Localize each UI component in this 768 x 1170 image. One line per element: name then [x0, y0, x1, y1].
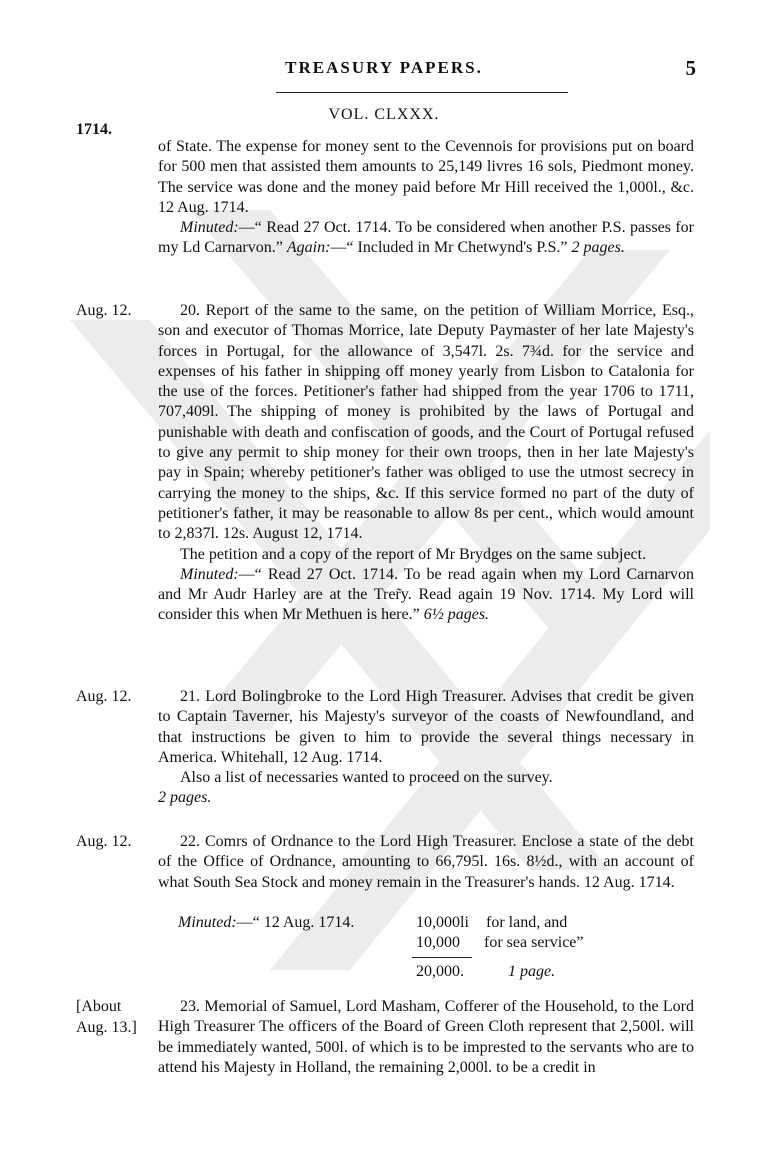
margin-date-21: Aug. 12. [76, 688, 132, 705]
entry-20 [158, 301, 694, 626]
entry-21-text: 21. Lord Bolingbroke to the Lord High Treasurer. Advises that credit be given to Captain Taverner, his Majesty's surveyor of the coasts of Newfoundland, and that instructions be given to him to provide the several things necessary in America. Whitehall, 12 Aug. 1714. [158, 688, 694, 766]
tally-text-2: for sea service” [484, 934, 584, 951]
entry-continuation [158, 137, 694, 259]
again-label: Again: [286, 239, 331, 257]
entry-22-minuted-line1 [178, 913, 638, 933]
entry-20-text: 20. Report of the same to the same, on the petition of William Morrice, Esq., son and executor of Thomas Morrice, late Deputy Paymaster of her late Majesty's forces in Portugal, for the allowance of 3,547l. 2s. 7¾d. for the service and expenses of his father in shipping off money yearly from Lisbon to Catalonia for the use of the forces. Petitioner's father had shipped from the year 1706 to 1711, 707,409l. The shipping of money is prohibited by the laws of Portugal and punishable with death and confiscation of goods, and the Court of Portugal refused to give any permit to ship money for their own troops, then in her late Majesty's pay in Spain; whereby petitioner's father was obliged to use the utmost secrecy in carrying the money to the ships, &c. If this service formed no part of the duty of petitioner's father, it may be reasonable to allow 8s per cent., which would amount to 2,837l. 12s. August 12, 1714. [158, 302, 694, 543]
tally-rule [412, 957, 472, 958]
page-number: 5 [685, 56, 696, 80]
entry-23 [158, 997, 694, 1078]
margin-year: 1714. [76, 121, 112, 138]
pages-count: 2 pages. [571, 239, 625, 257]
margin-date-22: Aug. 12. [76, 833, 132, 850]
pages-count: 2 pages. [158, 789, 212, 807]
minuted-date: —“ 12 Aug. 1714. [236, 914, 355, 931]
entry-21 [158, 687, 694, 809]
minuted-text: —“ Read 27 Oct. 1714. To be considered when another P.S. passes for my Ld Carnarvon.” [158, 219, 694, 257]
minuted-label: Minuted: [178, 914, 237, 931]
pages-count: 1 page. [508, 963, 556, 980]
again-text: —“ Included in Mr Chetwynd's P.S.” [330, 239, 568, 257]
entry-22 [158, 832, 694, 893]
minuted-text: —“ Read 27 Oct. 1714. To be read again when my Lord Carnarvon and Mr Audr Harley are at the Trer̃y. Read again 19 Nov. 1714. My Lord will consider this when Mr Methuen is here.” [158, 565, 694, 624]
entry-continuation-minuted [158, 218, 694, 259]
tally-amount-1: 10,000li [416, 914, 469, 931]
tally-total: 20,000. [416, 963, 464, 980]
tally-amount-2: 10,000 [416, 934, 460, 951]
entry-continuation-text: of State. The expense for money sent to the Cevennois for provisions put on board for 500 men that assisted them amounts to 25,149 livres 16 sols, Piedmont money. The service was done and the money paid before Mr Hill received the 1,000l., &c. 12 Aug. 1714. [158, 138, 694, 216]
entry-20-minuted [158, 565, 694, 626]
entry-22-text: 22. Comrs of Ordnance to the Lord High Treasurer. Enclose a state of the debt of the Office of Ordnance, amounting to 66,795l. 16s. 8½d., with an account of what South Sea Stock and money remain in the Treasurer's hands. 12 Aug. 1714. [158, 833, 694, 891]
header-rule [276, 92, 568, 93]
entry-21-pages [158, 788, 694, 808]
entry-23-text: 23. Memorial of Samuel, Lord Masham, Cofferer of the Household, to the Lord High Treasurer The officers of the Board of Green Cloth represent that 2,500l. will be immediately wanted, 500l. of which is to be imprested to the servants who are to attend his Majesty in Holland, the remaining 2,000l. to be a credit in [158, 998, 694, 1076]
margin-date-23-line1: [About [76, 998, 122, 1015]
margin-date-23-line2: Aug. 13.] [76, 1019, 137, 1036]
running-header: TREASURY PAPERS. [285, 58, 483, 77]
pages-count: 6½ pages. [423, 606, 490, 624]
minuted-label: Minuted: [180, 565, 239, 583]
minuted-label: Minuted: [180, 219, 239, 237]
entry-21-enclosure: Also a list of necessaries wanted to proceed on the survey. [180, 769, 553, 787]
margin-date-20: Aug. 12. [76, 302, 132, 319]
volume-heading: VOL. CLXXX. [328, 106, 440, 123]
tally-text-1: for land, and [486, 914, 568, 931]
entry-20-enclosure: The petition and a copy of the report of Mr Brydges on the same subject. [180, 545, 647, 563]
